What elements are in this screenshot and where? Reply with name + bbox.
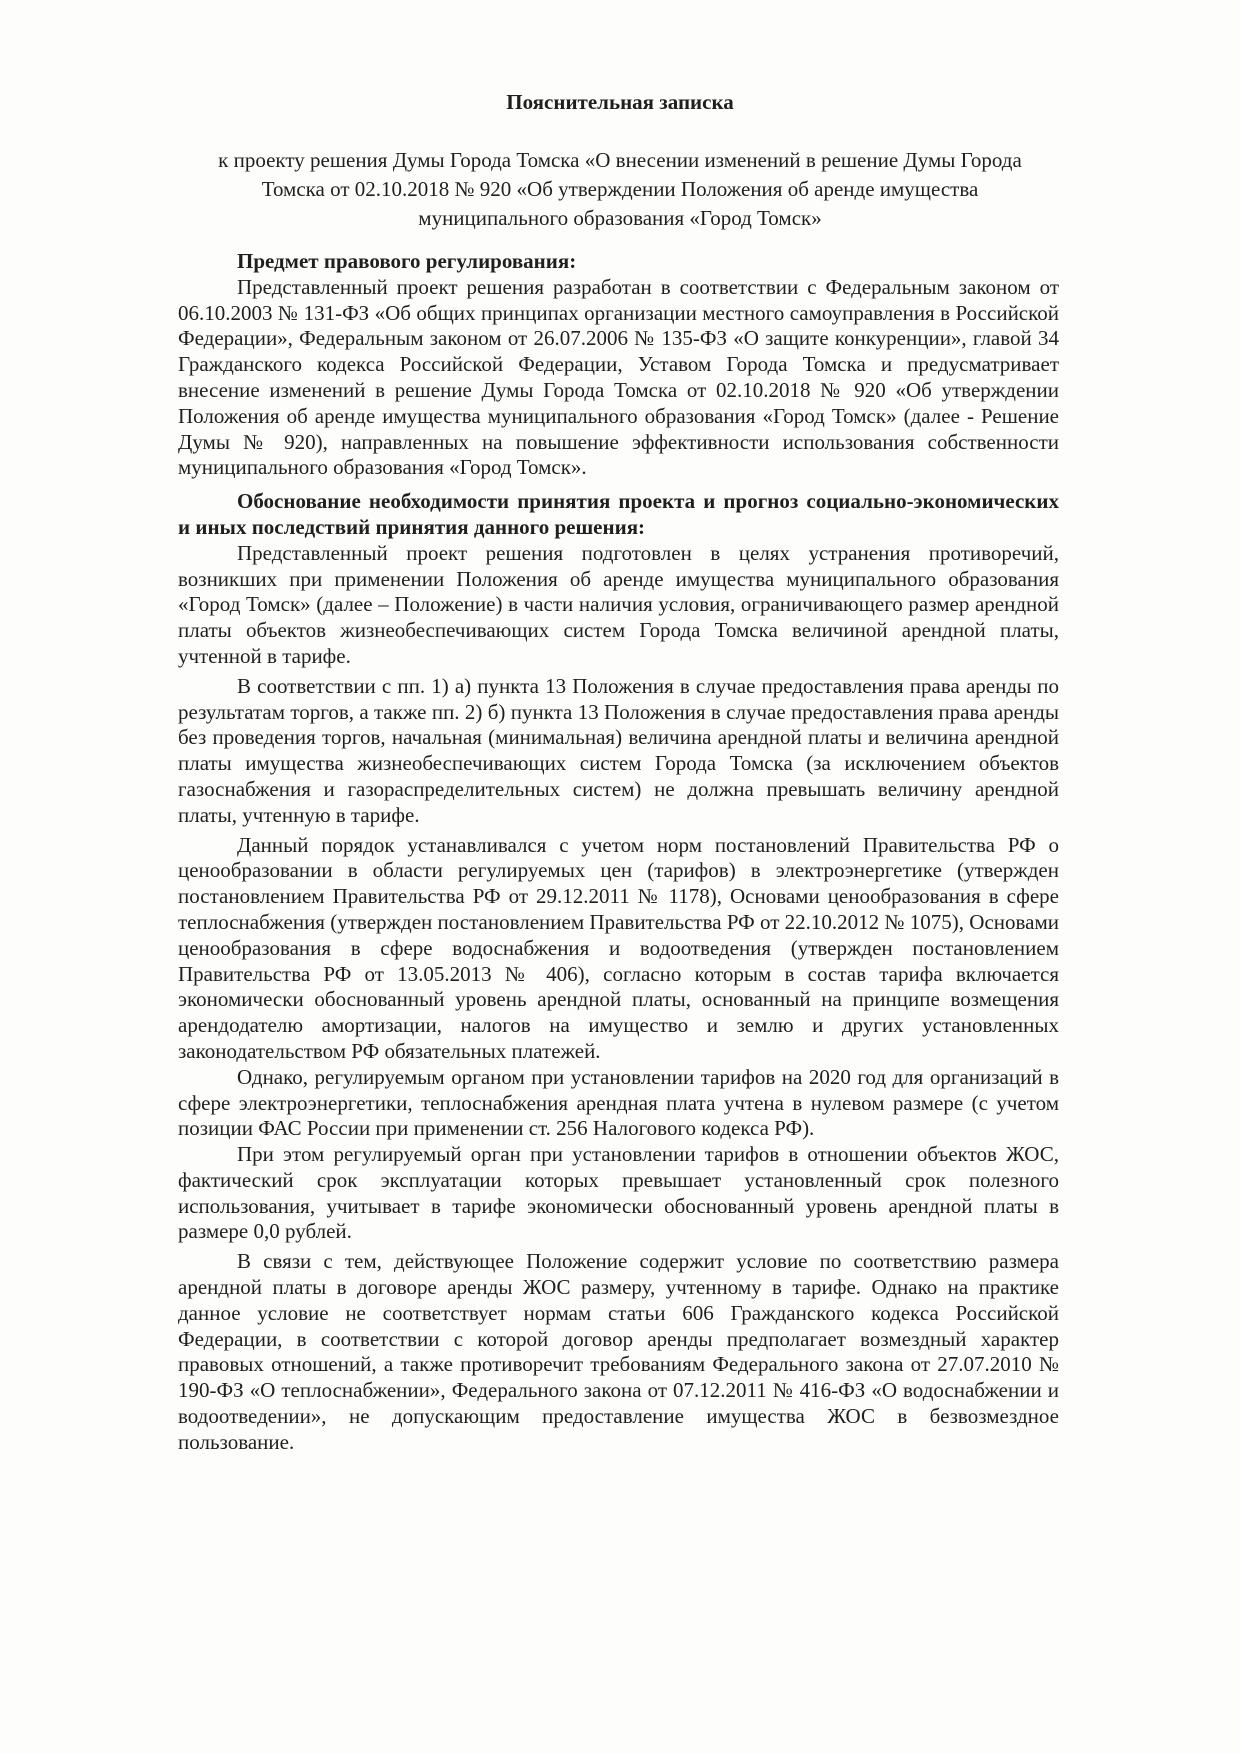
paragraph-5: При этом регулируемый орган при установлении тарифов в отношении объектов ЖОС, фактический срок эксплуатации которых превышает установленный срок полезного использования, учитывает в тарифе экономически обоснованный уровень арендной платы в размере 0,0 рублей. (178, 1142, 1059, 1244)
paragraph-4: Однако, регулируемым органом при установлении тарифов на 2020 год для организаций в сфере электроэнергетики, теплоснабжения арендная плата учтена в нулевом размере (с учетом позиции ФАС России при применении ст. 256 Налогового кодекса РФ). (178, 1064, 1059, 1141)
section-rationale-heading: Обоснование необходимости принятия проекта и прогноз социально-экономических и иных последствий принятия данного решения: (178, 489, 1059, 539)
paragraph-6: В связи с тем, действующее Положение содержит условие по соответствию размера арендной платы в договоре аренды ЖОС размеру, учтенному в тарифе. Однако на практике данное условие не соответствует нормам статьи 606 Гражданского кодекса Российской Федерации, в соответствии с которой договор аренды предполагает возмездный характер правовых отношений, а также противоречит требованиям Федерального закона от 27.07.2010 № 190-ФЗ «О теплоснабжении», Федерального закона от 07.12.2011 № 416-ФЗ «О водоснабжении и водоотведении», не допускающим предоставление имущества ЖОС в безвозмездное пользование. (178, 1249, 1059, 1454)
document-subtitle: к проекту решения Думы Города Томска «О внесении изменений в решение Думы Города Томска от 02.10.2018 № 920 «Об утверждении Положения об аренде имущества муниципального образования «Город Томск» (218, 148, 1022, 230)
document-title: Пояснительная записка (506, 90, 734, 114)
paragraph-2: В соответствии с пп. 1) а) пункта 13 Положения в случае предоставления права аренды по результатам торгов, а также пп. 2) б) пункта 13 Положения в случае предоставления права аренды без проведения торгов, начальная (минимальная) величина арендной платы и величина арендной платы имущества жизнеобеспечивающих систем Города Томска (за исключением объектов газоснабжения и газораспределительных систем) не должна превышать величину арендной платы, учтенную в тарифе. (178, 673, 1059, 827)
paragraph-1: Представленный проект решения подготовлен в целях устранения противоречий, возникших при применении Положения об аренде имущества муниципального образования «Город Томск» (далее – Положение) в части наличия условия, ограничивающего размер арендной платы объектов жизнеобеспечивающих систем Города Томска величиной арендной платы, учтенной в тарифе. (178, 540, 1059, 668)
section-subject-paragraph: Представленный проект решения разработан в соответствии с Федеральным законом от 06.10.2003 № 131-ФЗ «Об общих принципах организации местного самоуправления в Российской Федерации», Федеральным законом от 26.07.2006 № 135-ФЗ «О защите конкуренции», главой 34 Гражданского кодекса Российской Федерации, Уставом Города Томска и предусматривает внесение изменений в решение Думы Города Томска от 02.10.2018 № 920 «Об утверждении Положения об аренде имущества муниципального образования «Город Томск» (далее - Решение Думы № 920), направленных на повышение эффективности использования собственности муниципального образования «Город Томск». (178, 274, 1059, 480)
document-body (178, 249, 1059, 1456)
section-subject-heading: Предмет правового регулирования: (237, 249, 577, 273)
paragraph-3: Данный порядок устанавливался с учетом норм постановлений Правительства РФ о ценообразовании в области регулируемых цен (тарифов) в электроэнергетике (утвержден постановлением Правительства РФ от 29.12.2011 № 1178), Основами ценообразования в сфере теплоснабжения (утвержден постановлением Правительства РФ от 22.10.2012 № 1075), Основами ценообразования в сфере водоснабжения и водоотведения (утвержден постановлением Правительства РФ от 13.05.2013 № 406), согласно которым в состав тарифа включается экономически обоснованный уровень арендной платы, основанный на принципе возмещения арендодателю амортизации, налогов на имущество и землю и других установленных законодательством РФ обязательных платежей. (178, 832, 1059, 1063)
